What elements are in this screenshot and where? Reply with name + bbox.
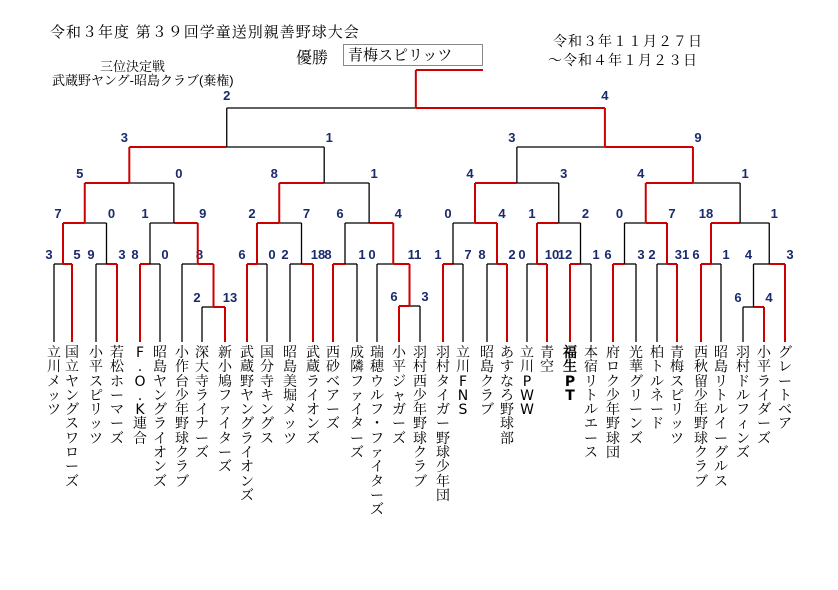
period-end: ～令和４年１月２３日 — [548, 53, 698, 69]
match-score: 0 — [268, 247, 276, 262]
match-score: 6 — [238, 247, 246, 262]
match-score: 12 — [557, 247, 573, 262]
match-score: 3 — [508, 130, 516, 145]
match-score: 4 — [394, 206, 402, 221]
team-name: 昭 島 美 堀 メ ッ ツ — [283, 345, 297, 447]
third-place-result: 武蔵野ヤング-昭島クラブ(棄権) — [52, 73, 234, 88]
team-name: 新 小 鳩 フ ァ イ タ ー ズ — [218, 345, 232, 476]
match-score: 9 — [694, 130, 702, 145]
match-score: 1 — [741, 166, 749, 181]
match-score: 9 — [199, 206, 207, 221]
team-name: 武 蔵 野 ヤ ン グ ラ イ オ ン ズ — [240, 345, 254, 504]
team-name: 武 蔵 ラ イ オ ン ズ — [306, 345, 320, 447]
team-name: 青 空 — [540, 345, 554, 376]
match-score: 4 — [637, 166, 645, 181]
team-name: 小 平 ラ イ ダ ー ズ — [757, 345, 771, 447]
team-name: 西 砂 ベ ア ー ズ — [326, 345, 340, 433]
team-name: 柏 ト ル ネ ー ド — [650, 345, 664, 433]
match-score: 6 — [336, 206, 344, 221]
team-name: 若 松 ホ ー マ ー ズ — [110, 345, 124, 447]
match-score: 7 — [668, 206, 676, 221]
team-name: 昭 島 リ ト ル イ ー グ ル ス — [714, 345, 728, 490]
team-name: 小 作 台 少 年 野 球 ク ラ ブ — [175, 345, 189, 490]
period-start: 令和３年１１月２７日 — [553, 34, 703, 50]
match-score: 0 — [615, 206, 624, 221]
team-name: 深 大 寺 ラ イ ナ ー ズ — [195, 345, 209, 462]
match-score: 18 — [698, 206, 714, 221]
match-score: 0 — [444, 206, 452, 221]
match-score: 3 — [637, 247, 645, 262]
match-score: 6 — [692, 247, 700, 262]
match-score: 7 — [464, 247, 472, 262]
match-score: 10 — [544, 247, 560, 262]
team-name: 羽 村 タ イ ガ ー 野 球 少 年 団 — [436, 345, 450, 504]
team-name: 羽 村 ド ル フ ィ ン ズ — [736, 345, 750, 462]
match-score: 4 — [744, 247, 753, 262]
match-score: 1 — [434, 247, 442, 262]
team-name: 本 宿 リ ト ル エ ー ス — [584, 345, 598, 462]
team-name: 青 梅 ス ピ リ ッ ツ — [670, 345, 684, 447]
match-score: 1 — [770, 206, 778, 221]
team-name: 西 秋 留 少 年 野 球 ク ラ ブ — [694, 345, 708, 490]
match-score: 2 — [281, 247, 289, 262]
match-score: 3 — [118, 247, 126, 262]
match-score: 3 — [45, 247, 53, 262]
team-name: 成 隣 フ ァ イ タ ー ズ — [350, 345, 364, 462]
match-score: 3 — [421, 289, 429, 304]
team-name: 昭 島 ク ラ ブ — [480, 345, 494, 419]
match-score: 3 — [120, 130, 128, 145]
match-score: 31 — [674, 247, 690, 262]
match-score: 6 — [734, 290, 742, 305]
team-name: 昭 島 ヤ ン グ ラ イ オ ン ズ — [153, 345, 167, 490]
team-name: 光 華 グ リ ー ン ズ — [629, 345, 643, 447]
match-score: 1 — [592, 247, 600, 262]
match-score: 1 — [370, 166, 378, 181]
match-score: 2 — [193, 290, 201, 305]
match-score: 4 — [466, 166, 474, 181]
team-name: 羽 村 西 少 年 野 球 ク ラ ブ — [413, 345, 427, 490]
team-name: 立 川 F N S — [456, 345, 470, 419]
team-name: 小 平 ジ ャ ガ ー ズ — [392, 345, 406, 447]
team-name: 国 分 寺 キ ン グ ス — [260, 345, 274, 447]
match-score: 0 — [368, 247, 376, 262]
match-score: 1 — [358, 247, 366, 262]
match-score: 5 — [76, 166, 84, 181]
match-score: 7 — [302, 206, 311, 221]
third-place-label: 三位決定戦 — [100, 59, 166, 74]
match-score: 6 — [390, 289, 398, 304]
match-score: 3 — [560, 166, 568, 181]
winner-box: 青梅スピリッツ — [343, 44, 483, 66]
match-score: 1 — [722, 247, 730, 262]
match-score: 2 — [248, 206, 256, 221]
match-score: 8 — [131, 247, 139, 262]
team-name: 府 ロ ク 少 年 野 球 団 — [606, 345, 620, 462]
team-name: あ す な ろ 野 球 部 — [500, 345, 514, 447]
match-score: 5 — [73, 247, 81, 262]
match-score: 2 — [508, 247, 516, 262]
match-score: 7 — [54, 206, 62, 221]
match-score: 2 — [581, 206, 590, 221]
match-score: 1 — [141, 206, 149, 221]
match-score: 4 — [765, 290, 773, 305]
team-name: 瑞 穂 ウ ル フ ・ フ ァ イ タ ー ズ — [370, 345, 384, 519]
match-score: 1 — [528, 206, 536, 221]
tournament-title: 令和３年度 第３９回学童送別親善野球大会 — [50, 23, 360, 41]
match-score: 0 — [175, 166, 183, 181]
match-score: 0 — [107, 206, 116, 221]
team-name: 国 立 ヤ ン グ ス ワ ロ ー ズ — [65, 345, 79, 490]
team-name: 福 生 P T — [563, 345, 577, 404]
match-score: 8 — [270, 166, 278, 181]
match-score: 1 — [325, 130, 333, 145]
match-score: 8 — [195, 247, 204, 262]
match-score: 0 — [161, 247, 169, 262]
match-score: 8 — [478, 247, 486, 262]
match-score: 8 — [324, 247, 332, 262]
match-score: 2 — [648, 247, 656, 262]
team-name: グ レ ー ト ベ ア — [778, 345, 792, 433]
winner-label: 優勝 — [296, 48, 329, 67]
final-score: 4 — [601, 88, 609, 103]
match-score: 3 — [786, 247, 794, 262]
match-score: 18 — [310, 247, 326, 262]
team-name: 小 平 ス ピ リ ッ ツ — [89, 345, 103, 447]
final-score: 2 — [223, 88, 231, 103]
match-score: 0 — [518, 247, 526, 262]
match-score: 9 — [87, 247, 95, 262]
team-name: F . O . K 連 合 — [133, 345, 147, 447]
match-score: 11 — [407, 247, 422, 262]
match-score: 13 — [222, 290, 238, 305]
match-score: 4 — [498, 206, 506, 221]
team-name: 立 川 P W W — [520, 345, 534, 419]
match-score: 6 — [604, 247, 612, 262]
team-name: 立 川 メ ッ ツ — [47, 345, 61, 419]
